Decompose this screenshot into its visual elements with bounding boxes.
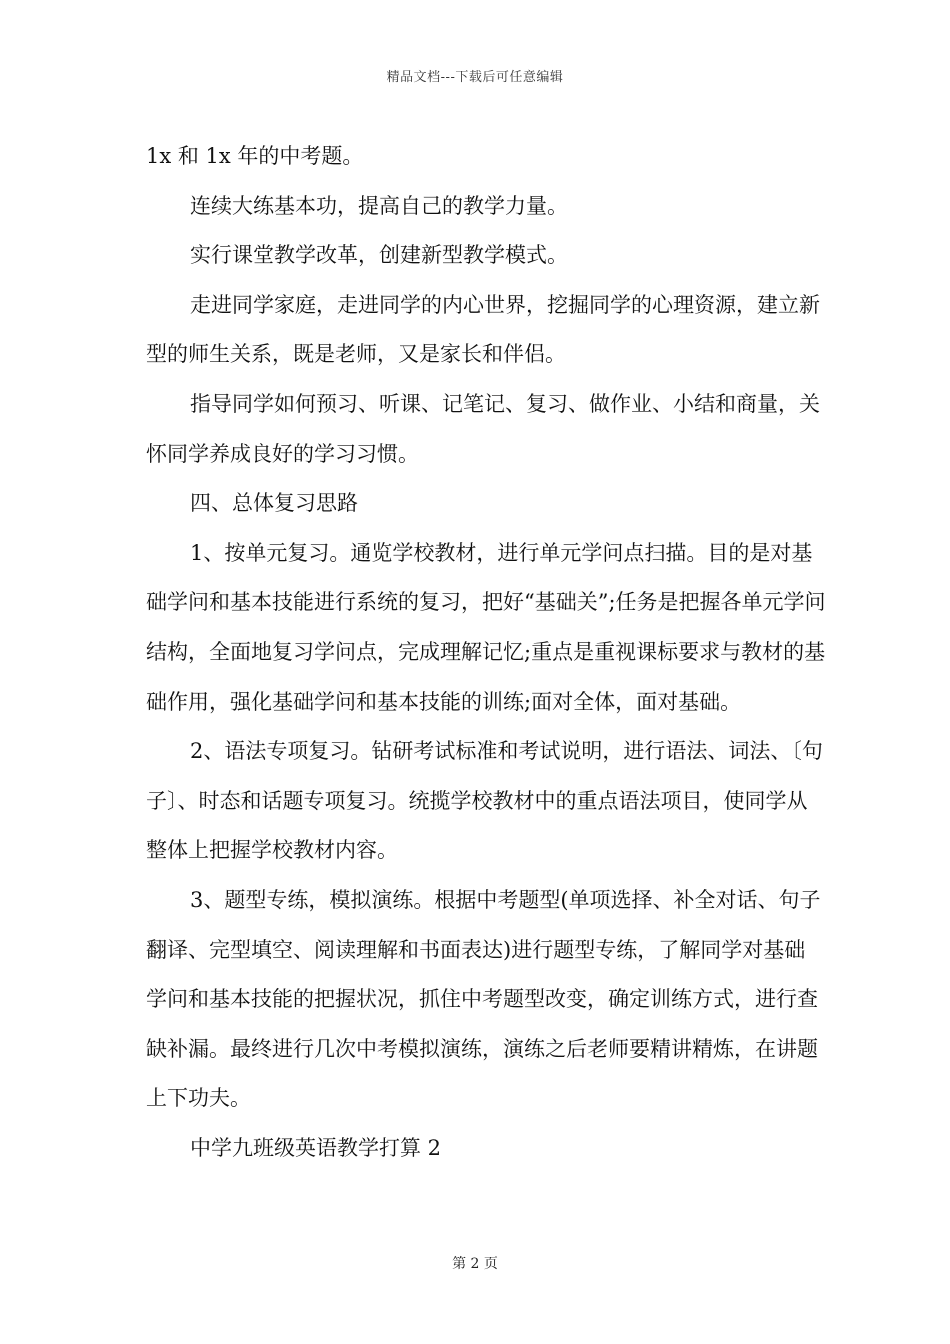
paragraph: 连续大练基本功，提高自己的教学力量。 bbox=[190, 193, 568, 218]
document-body bbox=[146, 132, 826, 1173]
paragraph: 1、按单元复习。通览学校教材，进行单元学问点扫描。目的是对基础学问和基本技能进行系统的复习，把好“基础关”;任务是把握各单元学问结构，全面地复习学问点，完成理解记忆;重点是重视课标要求与教材的基础作用，强化基础学问和基本技能的训练;面对全体，面对基础。 bbox=[146, 540, 826, 714]
paragraph: 2、语法专项复习。钻研考试标准和考试说明，进行语法、词法、〔句子〕、时态和话题专项复习。统揽学校教材中的重点语法项目，使同学从整体上把握学校教材内容。 bbox=[146, 739, 823, 863]
page-number: 第 2 页 bbox=[452, 1256, 498, 1272]
document-subtitle: 中学九班级英语教学打算 2 bbox=[190, 1135, 442, 1160]
paragraph: 1x 和 1x 年的中考题。 bbox=[146, 144, 364, 168]
paragraph: 走进同学家庭，走进同学的内心世界，挖掘同学的心理资源，建立新型的师生关系，既是老师，又是家长和伴侣。 bbox=[146, 292, 820, 367]
paragraph: 3、题型专练，模拟演练。根据中考题型(单项选择、补全对话、句子翻译、完型填空、阅读理解和书面表达)进行题型专练，了解同学对基础学问和基本技能的把握状况，抓住中考题型改变，确定训练方式，进行查缺补漏。最终进行几次中考模拟演练，演练之后老师要精讲精炼，在讲题上下功夫。 bbox=[146, 887, 821, 1111]
paragraph: 指导同学如何预习、听课、记笔记、复习、做作业、小结和商量，关怀同学养成良好的学习习惯。 bbox=[146, 391, 820, 466]
section-heading: 四、总体复习思路 bbox=[190, 491, 358, 516]
page-header: 精品文档---下载后可任意编辑 bbox=[386, 70, 564, 85]
paragraph: 实行课堂教学改革，创建新型教学模式。 bbox=[190, 243, 568, 268]
